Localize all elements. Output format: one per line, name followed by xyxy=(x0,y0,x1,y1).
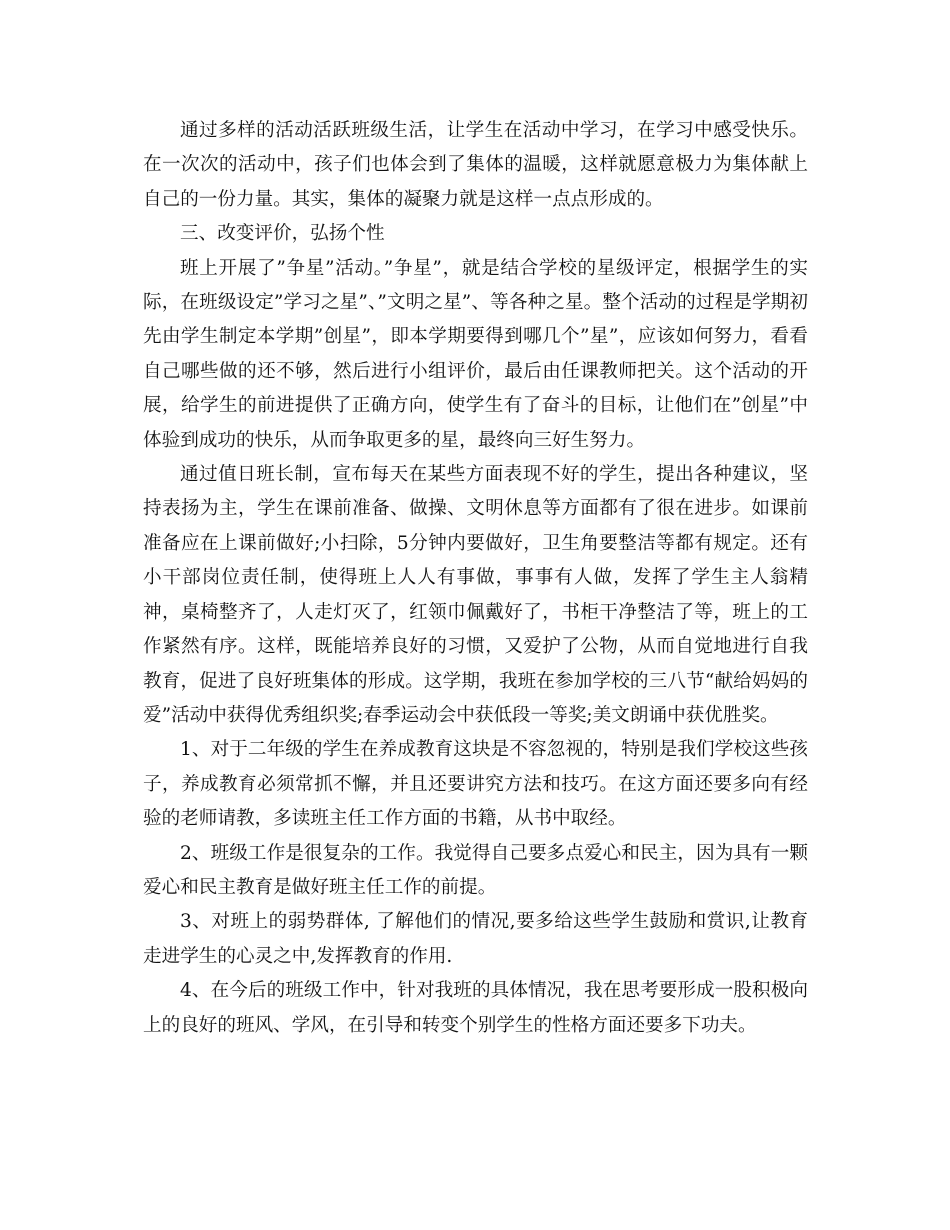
paragraph-star-activity: 班上开展了”争星”活动。”争星”，就是结合学校的星级评定，根据学生的实际，在班级设定”学习之星”、”文明之星”、等各种之星。整个活动的过程是学期初先由学生制定本学期”创星”，即本学期要得到哪几个”星”，应该如何努力，看看自己哪些做的还不够，然后进行小组评价，最后由任课教师把关。这个活动的开展，给学生的前进提供了正确方向，使学生有了奋斗的目标，让他们在”创星”中体验到成功的快乐，从而争取更多的星，最终向三好生努力。 xyxy=(143,257,808,451)
paragraph-class-monitor: 通过值日班长制，宣布每天在某些方面表现不好的学生，提出各种建议，坚持表扬为主，学生在课前准备、做操、文明休息等方面都有了很在进步。如课前准备应在上课前做好;小扫除，5分钟内要做好，卫生角要整洁等都有规定。还有小干部岗位责任制，使得班上人人有事做，事事有人做，发挥了学生主人翁精神，桌椅整齐了，人走灯灭了，红领巾佩戴好了，书柜干净整洁了等，班上的工作紧然有序。这样，既能培养良好的习惯，又爱护了公物，从而自觉地进行自我教育，促进了良好班集体的形成。这学期，我班在参加学校的三八节“献给妈妈的爱”活动中获得优秀组织奖;春季运动会中获低段一等奖;美文朗诵中获优胜奖。 xyxy=(143,464,808,726)
section-heading-evaluation: 三、改变评价，弘扬个性 xyxy=(180,223,385,245)
paragraph-point-3: 3、对班上的弱势群体, 了解他们的情况,要多给这些学生鼓励和赏识,让教育走进学生的心灵之中,发挥教育的作用. xyxy=(143,911,808,967)
document-body xyxy=(143,114,808,1043)
paragraph-activities: 通过多样的活动活跃班级生活，让学生在活动中学习，在学习中感受快乐。在一次次的活动中，孩子们也体会到了集体的温暖，这样就愿意极力为集体献上自己的一份力量。其实，集体的凝聚力就是这样一点点形成的。 xyxy=(143,120,808,210)
paragraph-point-1: 1、对于二年级的学生在养成教育这块是不容忽视的，特别是我们学校这些孩子，养成教育必须常抓不懈，并且还要讲究方法和技巧。在这方面还要多向有经验的老师请教，多读班主任工作方面的书籍，从书中取经。 xyxy=(143,739,808,830)
paragraph-point-2: 2、班级工作是很复杂的工作。我觉得自己要多点爱心和民主，因为具有一颗爱心和民主教育是做好班主任工作的前提。 xyxy=(143,842,808,898)
paragraph-point-4: 4、在今后的班级工作中，针对我班的具体情况，我在思考要形成一股积极向上的良好的班风、学风，在引导和转变个别学生的性格方面还要多下功夫。 xyxy=(143,980,808,1036)
